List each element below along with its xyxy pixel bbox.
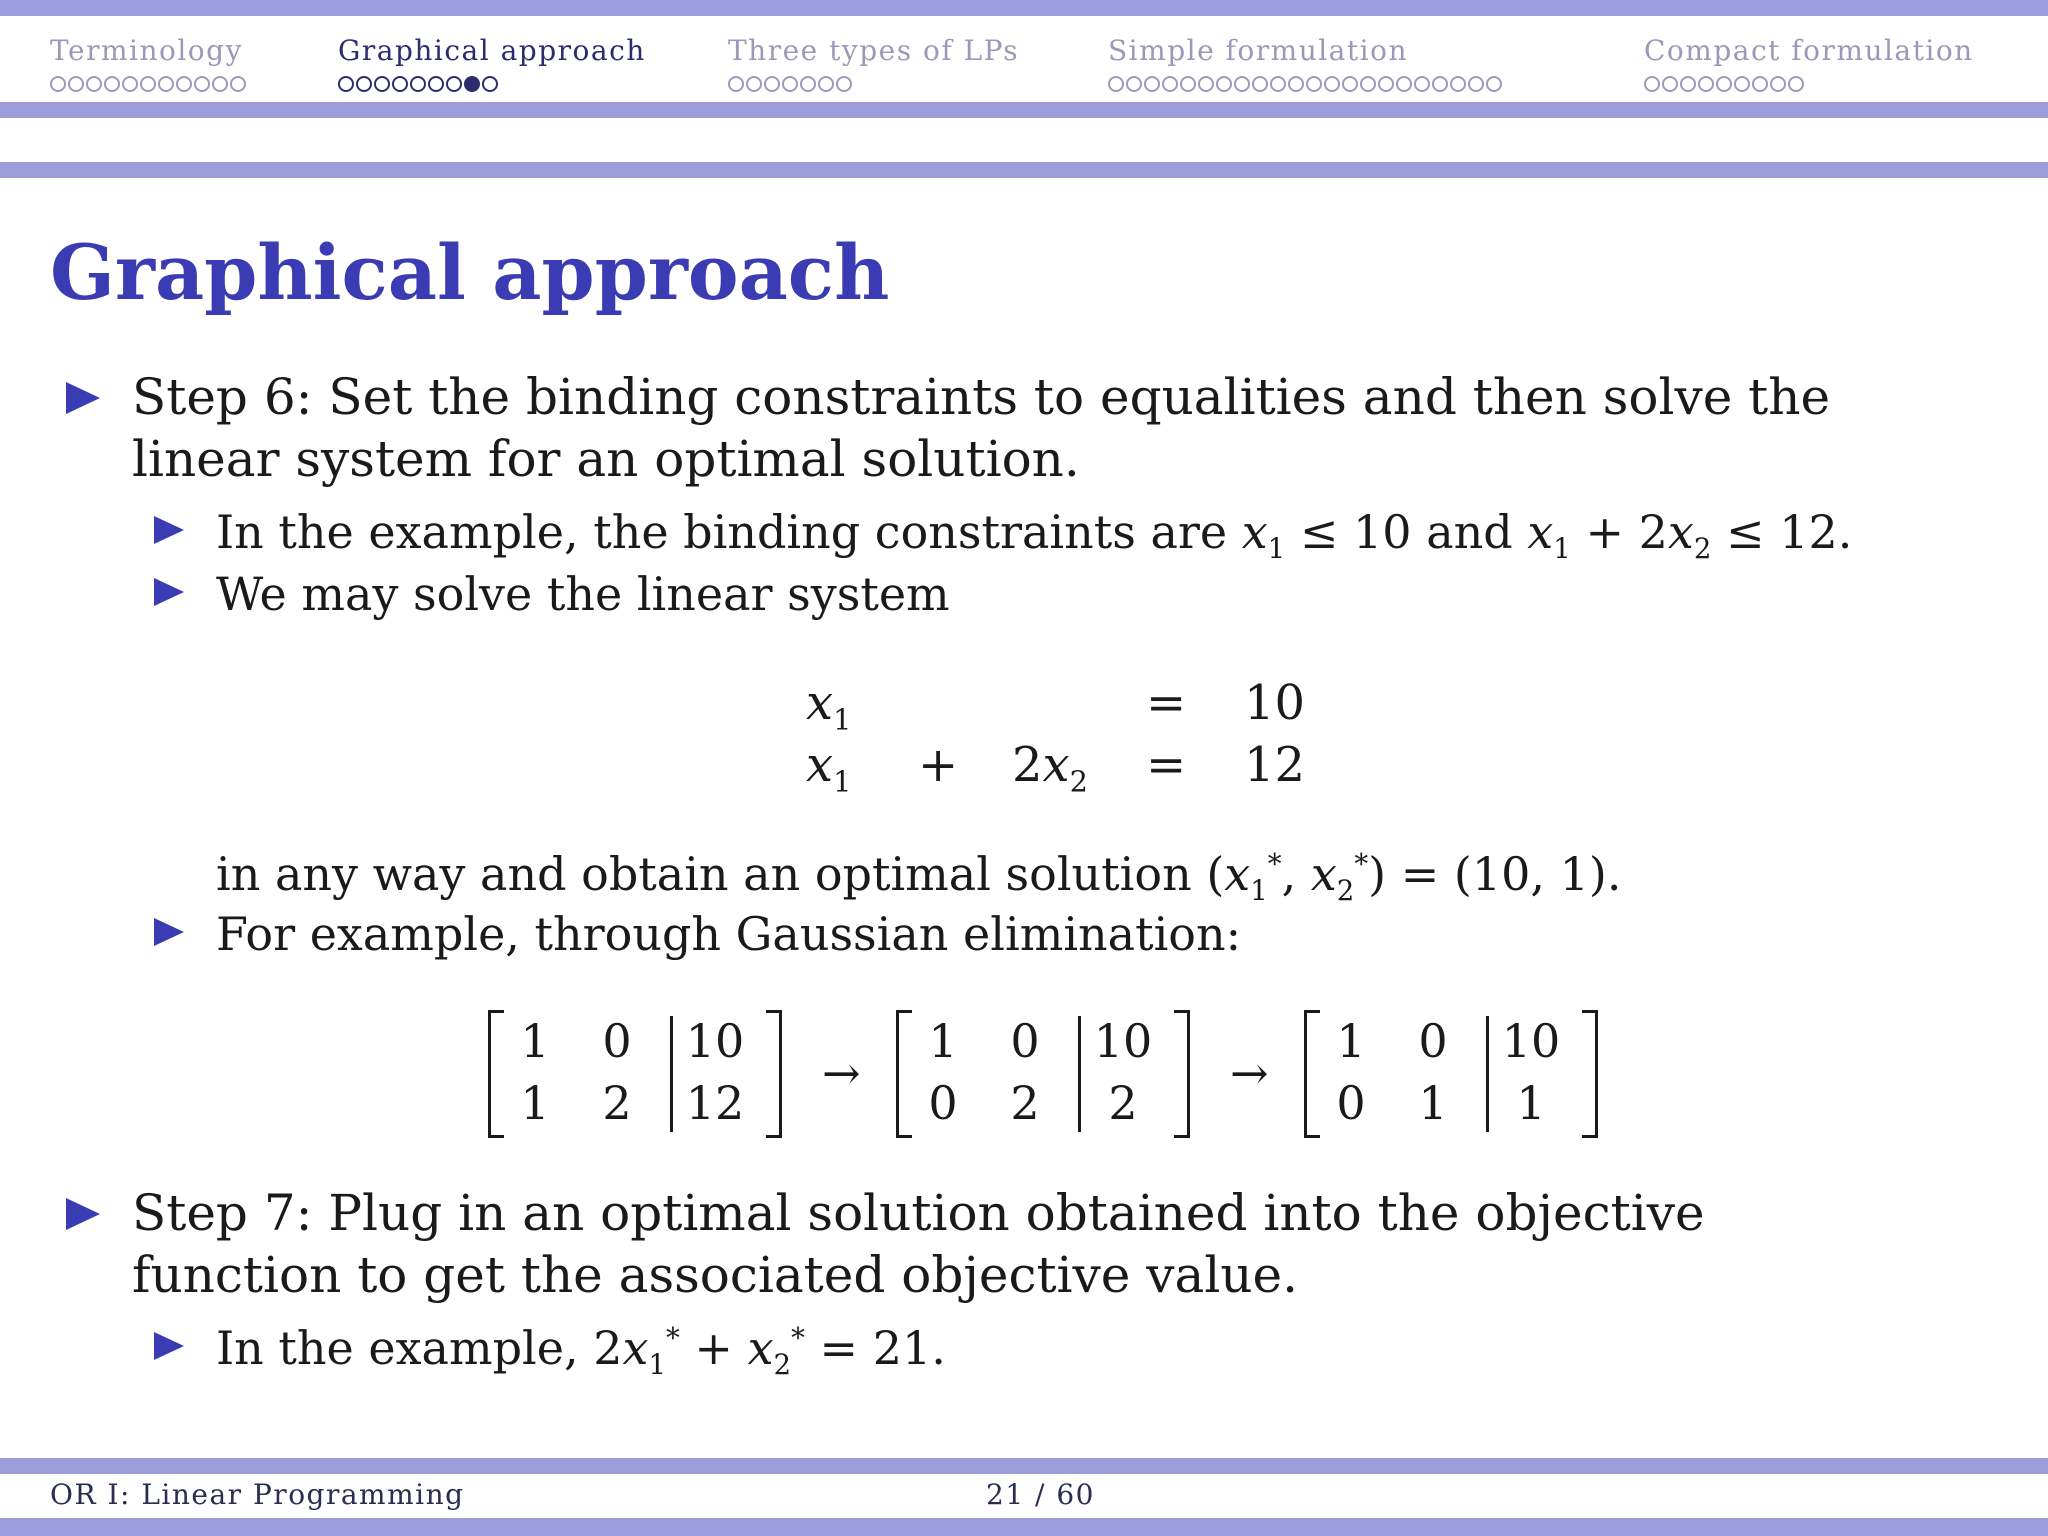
nav-slide-dot[interactable] (1252, 76, 1268, 92)
nav-slide-dot[interactable] (122, 76, 138, 92)
nav-slide-dot[interactable] (230, 76, 246, 92)
matrix-cell: 10 (1093, 1014, 1153, 1068)
nav-progress-dots (50, 73, 248, 93)
sub-bullet-icon (154, 578, 184, 606)
nav-section-label[interactable]: Compact formulation (1644, 34, 1974, 67)
footer-top-bar (0, 1458, 2048, 1474)
step7-text-line2: function to get the associated objective value. (132, 1246, 1299, 1304)
nav-section-terminology[interactable] (50, 34, 248, 93)
constraint2-rhs: 12. (1779, 505, 1853, 559)
system-row2-term: $2x_2$ (1012, 737, 1088, 799)
system-row2-rhs: 12 (1244, 737, 1306, 793)
matrix-cell: 2 (1010, 1076, 1040, 1130)
nav-slide-dot[interactable] (800, 76, 816, 92)
augmented-matrix-1 (488, 1010, 798, 1138)
matrix-cell: 0 (1418, 1014, 1448, 1068)
nav-slide-dot[interactable] (818, 76, 834, 92)
solve-system-text: We may solve the linear system (216, 567, 950, 621)
nav-slide-dot[interactable] (68, 76, 84, 92)
nav-slide-dot[interactable] (1180, 76, 1196, 92)
section-navigation (0, 16, 2048, 100)
footer-page-number: 21 / 60 (986, 1478, 1095, 1511)
nav-slide-dot[interactable] (1216, 76, 1232, 92)
nav-slide-dot[interactable] (140, 76, 156, 92)
step6-text-line2: linear system for an optimal solution. (132, 430, 1080, 488)
nav-progress-dots (728, 73, 1019, 93)
nav-slide-dot[interactable] (764, 76, 780, 92)
matrix-cell: 0 (1336, 1076, 1366, 1130)
constraint1-rhs: 10 (1353, 505, 1412, 559)
system-row1-rhs: 10 (1244, 675, 1306, 731)
nav-slide-dot[interactable] (1234, 76, 1250, 92)
matrix-cell: 10 (685, 1014, 745, 1068)
nav-slide-dot[interactable] (356, 76, 372, 92)
nav-section-label[interactable]: Graphical approach (338, 34, 646, 67)
nav-slide-dot[interactable] (1162, 76, 1178, 92)
objective-value: 21. (872, 1321, 946, 1375)
sub-bullet-icon (154, 516, 184, 544)
nav-slide-dot[interactable] (1788, 76, 1804, 92)
nav-slide-dot[interactable] (1752, 76, 1768, 92)
nav-slide-dot[interactable] (1716, 76, 1732, 92)
matrix-cell: 10 (1501, 1014, 1561, 1068)
nav-slide-dot[interactable] (1662, 76, 1678, 92)
nav-slide-dot[interactable] (446, 76, 462, 92)
nav-progress-dots (1108, 73, 1504, 93)
nav-slide-dot[interactable] (1144, 76, 1160, 92)
nav-progress-dots (1644, 73, 1974, 93)
nav-section-simple-formulation[interactable] (1108, 34, 1504, 93)
nav-slide-dot[interactable] (104, 76, 120, 92)
bullet-icon (66, 1198, 100, 1230)
nav-slide-dot[interactable] (374, 76, 390, 92)
binding-constraints-text: In the example, the binding constraints are $x_1 \le 10$ and $x_1 + 2x_2 \le 12$. (216, 505, 1853, 566)
nav-slide-dot[interactable] (428, 76, 444, 92)
optimal-solution-text: in any way and obtain an optimal solution ($x_1^*$, $x_2^*) = (10$, 1). (216, 847, 1622, 908)
nav-slide-dot[interactable] (464, 76, 480, 92)
nav-slide-dot[interactable] (1450, 76, 1466, 92)
matrix-augment-line (1486, 1016, 1489, 1132)
nav-slide-dot[interactable] (1126, 76, 1142, 92)
nav-slide-dot[interactable] (1288, 76, 1304, 92)
nav-slide-dot[interactable] (746, 76, 762, 92)
matrix-cell: 0 (602, 1014, 632, 1068)
gaussian-elimination-text: For example, through Gaussian elimination: (216, 907, 1242, 961)
matrix-cell: 0 (928, 1076, 958, 1130)
augmented-matrix-3 (1304, 1010, 1614, 1138)
nav-section-three-types[interactable] (728, 34, 1019, 93)
binding-constraints-and: and (1426, 505, 1513, 559)
nav-slide-dot[interactable] (86, 76, 102, 92)
matrix-right-bracket (1174, 1010, 1190, 1138)
nav-slide-dot[interactable] (1108, 76, 1124, 92)
system-row2-equals: = (1146, 737, 1187, 793)
nav-slide-dot[interactable] (1306, 76, 1322, 92)
nav-slide-dot[interactable] (482, 76, 498, 92)
nav-slide-dot[interactable] (1396, 76, 1412, 92)
nav-section-label[interactable]: Three types of LPs (728, 34, 1020, 67)
matrix-cell: 1 (1336, 1014, 1366, 1068)
nav-section-label[interactable]: Terminology (50, 34, 243, 67)
nav-section-label[interactable]: Simple formulation (1108, 34, 1408, 67)
nav-slide-dot[interactable] (1198, 76, 1214, 92)
matrix-right-bracket (1582, 1010, 1598, 1138)
optimal-solution-prefix: in any way and obtain an optimal solution (216, 847, 1192, 901)
nav-slide-dot[interactable] (410, 76, 426, 92)
footer-course-title: OR I: Linear Programming (50, 1478, 465, 1511)
nav-slide-dot[interactable] (1486, 76, 1502, 92)
nav-slide-dot[interactable] (212, 76, 228, 92)
nav-section-compact-formulation[interactable] (1644, 34, 1974, 93)
matrix-cell: 1 (928, 1014, 958, 1068)
matrix-cell: 0 (1010, 1014, 1040, 1068)
step6-text-line1: Step 6: Set the binding constraints to equalities and then solve the (132, 368, 1831, 426)
nav-slide-dot[interactable] (1432, 76, 1448, 92)
sub-bullet-icon (154, 1332, 184, 1360)
optimal-solution-value: (10, 1). (1453, 847, 1622, 901)
nav-slide-dot[interactable] (1270, 76, 1286, 92)
sub-bullet-icon (154, 918, 184, 946)
arrow-icon: → (822, 1046, 861, 1100)
title-top-bar (0, 162, 2048, 178)
matrix-cell: 2 (1108, 1076, 1138, 1130)
nav-slide-dot[interactable] (836, 76, 852, 92)
nav-slide-dot[interactable] (1342, 76, 1358, 92)
matrix-cell: 2 (602, 1076, 632, 1130)
nav-slide-dot[interactable] (1378, 76, 1394, 92)
nav-slide-dot[interactable] (1360, 76, 1376, 92)
nav-slide-dot[interactable] (158, 76, 174, 92)
system-row1-equals: = (1146, 675, 1187, 731)
nav-slide-dot[interactable] (1468, 76, 1484, 92)
nav-bottom-bar (0, 102, 2048, 118)
bullet-icon (66, 382, 100, 414)
nav-slide-dot[interactable] (1414, 76, 1430, 92)
matrix-augment-line (1078, 1016, 1081, 1132)
matrix-right-bracket (766, 1010, 782, 1138)
system-row2-lhs: $x_1$ (806, 737, 852, 799)
nav-slide-dot[interactable] (728, 76, 744, 92)
objective-value-prefix: In the example, (216, 1321, 579, 1375)
nav-slide-dot[interactable] (1680, 76, 1696, 92)
matrix-cell: 12 (685, 1076, 745, 1130)
slide-title: Graphical approach (50, 228, 890, 317)
nav-slide-dot[interactable] (782, 76, 798, 92)
matrix-augment-line (670, 1016, 673, 1132)
footer-bottom-bar (0, 1518, 2048, 1536)
nav-slide-dot[interactable] (176, 76, 192, 92)
nav-slide-dot[interactable] (1698, 76, 1714, 92)
matrix-cell: 1 (520, 1014, 550, 1068)
top-bar (0, 0, 2048, 16)
step7-text-line1: Step 7: Plug in an optimal solution obtained into the objective (132, 1184, 1705, 1242)
nav-slide-dot[interactable] (1644, 76, 1660, 92)
matrix-cell: 1 (1516, 1076, 1546, 1130)
system-row2-plus: + (918, 737, 959, 793)
matrix-cell: 1 (1418, 1076, 1448, 1130)
arrow-icon: → (1230, 1046, 1269, 1100)
nav-slide-dot[interactable] (194, 76, 210, 92)
nav-slide-dot[interactable] (1324, 76, 1340, 92)
nav-slide-dot[interactable] (338, 76, 354, 92)
objective-value-text: In the example, $2x_1^* + x_2^* = 21$. (216, 1321, 946, 1382)
nav-slide-dot[interactable] (1770, 76, 1786, 92)
system-row1-lhs: $x_1$ (806, 675, 852, 737)
nav-slide-dot[interactable] (50, 76, 66, 92)
nav-section-graphical-approach[interactable] (338, 34, 646, 93)
nav-slide-dot[interactable] (392, 76, 408, 92)
matrix-cell: 1 (520, 1076, 550, 1130)
binding-constraints-prefix: In the example, the binding constraints are (216, 505, 1228, 559)
nav-progress-dots (338, 73, 646, 93)
nav-slide-dot[interactable] (1734, 76, 1750, 92)
augmented-matrix-2 (896, 1010, 1206, 1138)
